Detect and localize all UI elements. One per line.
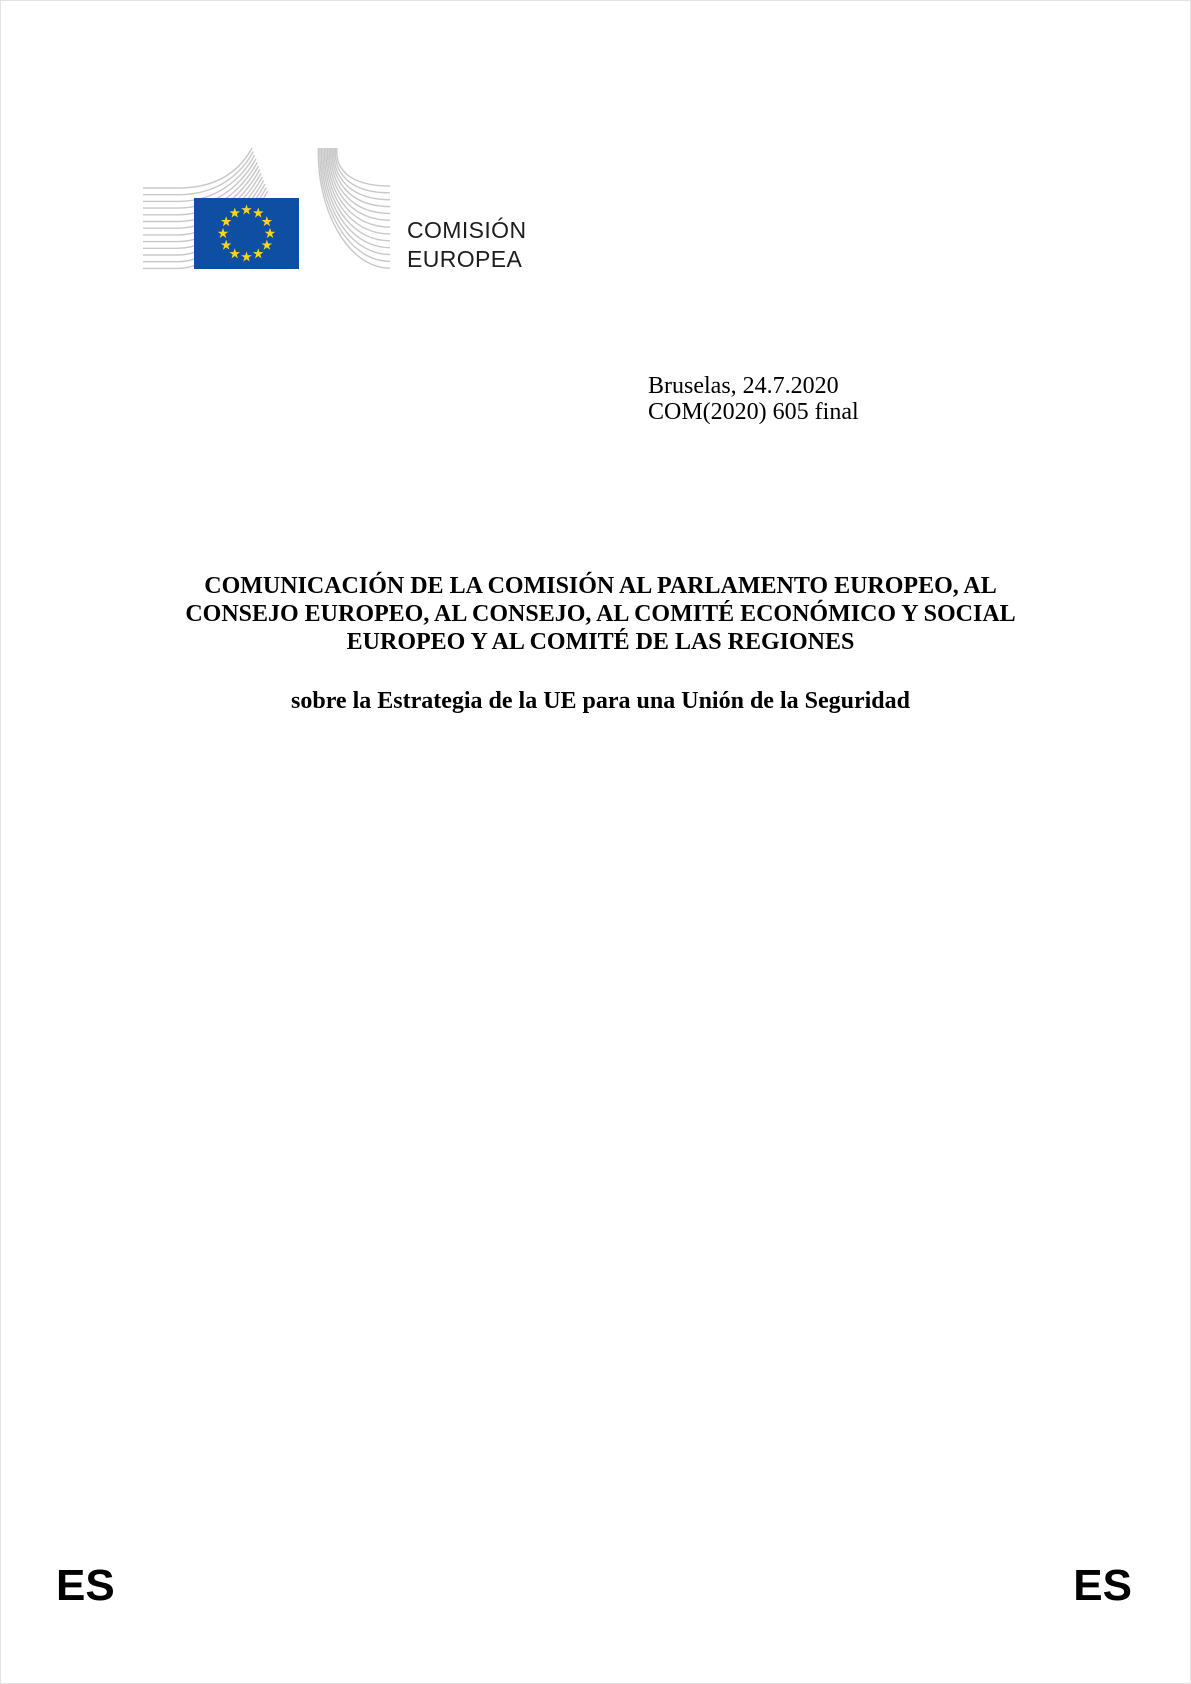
language-code-bottom-right: ES xyxy=(1073,1561,1132,1610)
ec-wordmark-line1: COMISIÓN xyxy=(407,217,527,243)
european-commission-logo xyxy=(133,140,673,275)
title-line-1: COMUNICACIÓN DE LA COMISIÓN AL PARLAMENTO EUROPEO, AL xyxy=(204,573,997,599)
document-title xyxy=(105,572,1096,656)
language-code-bottom-left: ES xyxy=(56,1561,115,1610)
title-line-2: CONSEJO EUROPEO, AL CONSEJO, AL COMITÉ ECONÓMICO Y SOCIAL xyxy=(185,601,1016,627)
ec-wordmark-line2: EUROPEA xyxy=(407,246,523,272)
title-line-3: EUROPEO Y AL COMITÉ DE LAS REGIONES xyxy=(346,629,855,655)
document-subtitle: sobre la Estrategia de la UE para una Unión de la Seguridad xyxy=(291,688,910,714)
header-meta xyxy=(648,373,859,425)
place-and-date: Bruselas, 24.7.2020 xyxy=(648,373,839,399)
ec-wordmark xyxy=(407,216,526,274)
eu-flag-swoosh-icon xyxy=(133,140,395,275)
document-reference: COM(2020) 605 final xyxy=(648,399,859,425)
